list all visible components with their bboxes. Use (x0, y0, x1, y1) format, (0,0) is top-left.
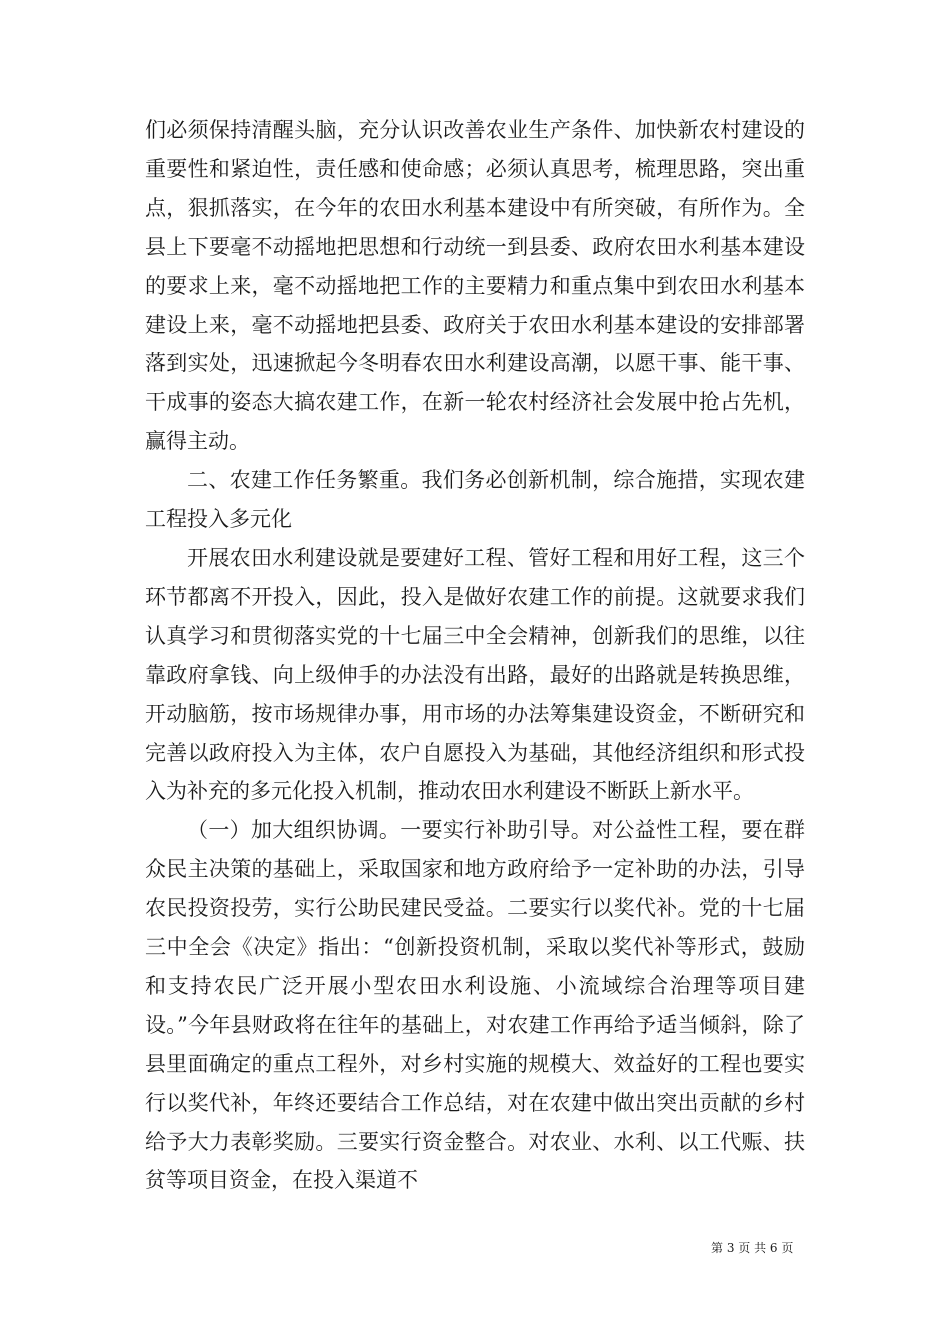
paragraph: （一）加大组织协调。一要实行补助引导。对公益性工程，要在群众民主决策的基础上，采取国家和地方政府给予一定补助的办法，引导农民投资投劳，实行公助民建民受益。二要实行以奖代补。党的十七届三中全会《决定》指出：“创新投资机制，采取以奖代补等形式，鼓励和支持农民广泛开展小型农田水利设施、小流域综合治理等项目建设。”今年县财政将在往年的基础上，对农建工作再给予适当倾斜，除了县里面确定的重点工程外，对乡村实施的规模大、效益好的工程也要实行以奖代补，年终还要结合工作总结，对在农建中做出突出贡献的乡村给予大力表彰奖励。三要实行资金整合。对农业、水利、以工代赈、扶贫等项目资金，在投入渠道不 (145, 818, 805, 1193)
section-heading: 二、农建工作任务繁重。我们务必创新机制，综合施措，实现农建工程投入多元化 (145, 468, 805, 532)
page-number: 第 3 页 共 6 页 (711, 1241, 794, 1255)
paragraph: 开展农田水利建设就是要建好工程、管好工程和用好工程，这三个环节都离不开投入，因此，投入是做好农建工作的前提。这就要求我们认真学习和贯彻落实党的十七届三中全会精神，创新我们的思维，以往靠政府拿钱、向上级伸手的办法没有出路，最好的出路就是转换思维，开动脑筋，按市场规律办事，用市场的办法筹集建设资金，不断研究和完善以政府投入为主体，农户自愿投入为基础，其他经济组织和形式投入为补充的多元化投入机制，推动农田水利建设不断跃上新水平。 (145, 545, 805, 804)
document-body (145, 111, 805, 1200)
paragraph-continuation: 们必须保持清醒头脑，充分认识改善农业生产条件、加快新农村建设的重要性和紧迫性，责任感和使命感；必须认真思考，梳理思路，突出重点，狠抓落实，在今年的农田水利基本建设中有所突破，有所作为。全县上下要毫不动摇地把思想和行动统一到县委、政府农田水利基本建设的要求上来，毫不动摇地把工作的主要精力和重点集中到农田水利基本建设上来，毫不动摇地把县委、政府关于农田水利基本建设的安排部署落到实处，迅速掀起今冬明春农田水利建设高潮，以愿干事、能干事、干成事的姿态大搞农建工作，在新一轮农村经济社会发展中抢占先机，赢得主动。 (145, 118, 805, 454)
